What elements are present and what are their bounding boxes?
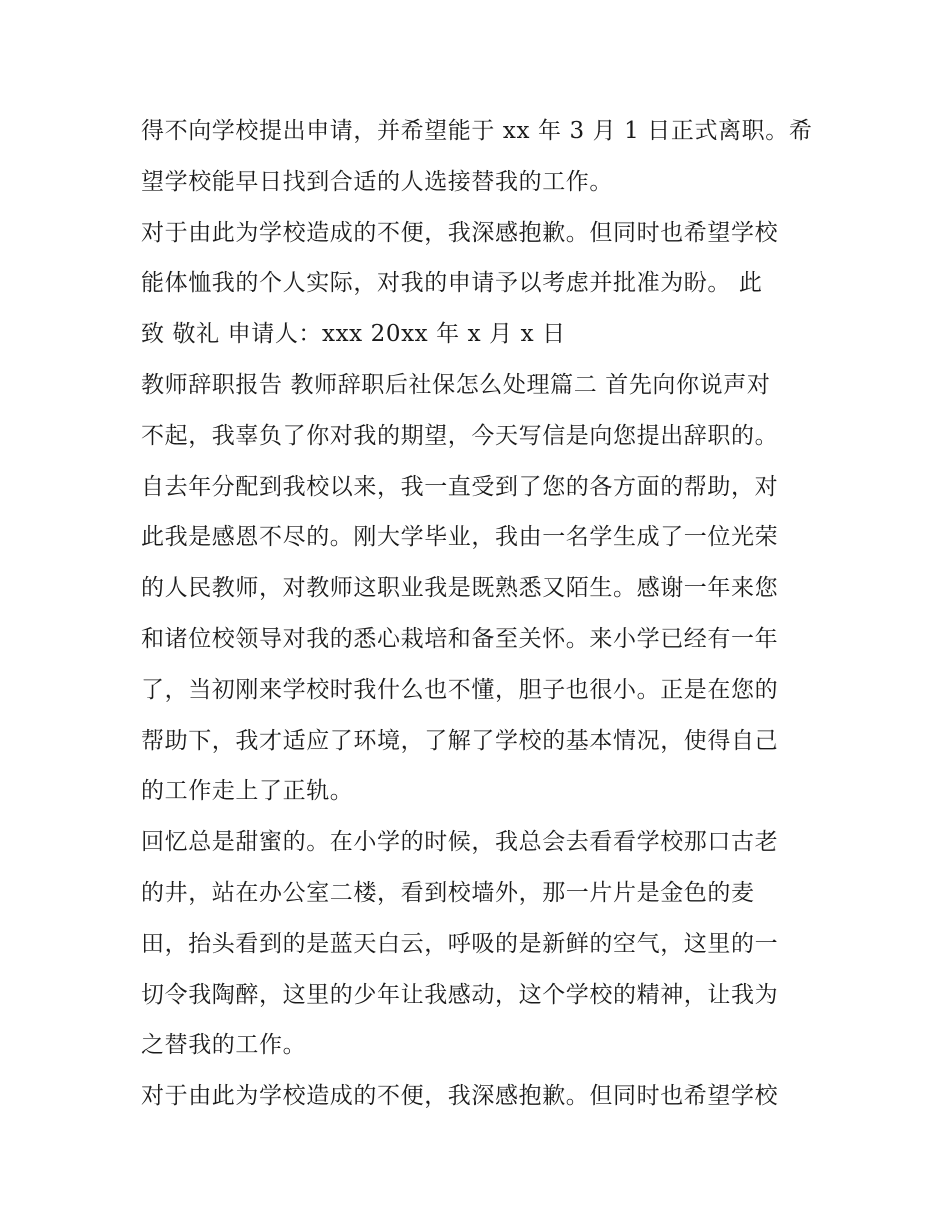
text-line: 切令我陶醉，这里的少年让我感动，这个学校的精神，让我为	[141, 981, 779, 1008]
text-line: 和诸位校领导对我的悉心栽培和备至关怀。来小学已经有一年	[141, 625, 779, 652]
text-line: 自去年分配到我校以来，我一直受到了您的各方面的帮助，对	[141, 473, 779, 500]
text-line: 得不向学校提出申请，并希望能于 xx 年 3 月 1 日正式离职。希	[141, 118, 813, 144]
text-line: 教师辞职报告 教师辞职后社保怎么处理篇二 首先向你说声对	[141, 371, 771, 398]
text-line: 的井，站在办公室二楼，看到校墙外，那一片片是金色的麦	[141, 879, 755, 906]
text-line: 的工作走上了正轨。	[141, 778, 354, 805]
text-line: 的人民教师，对教师这职业我是既熟悉又陌生。感谢一年来您	[141, 575, 779, 602]
text-line: 此我是感恩不尽的。刚大学毕业，我由一名学生成了一位光荣	[141, 524, 779, 551]
text-line: 不起，我辜负了你对我的期望，今天写信是向您提出辞职的。	[141, 422, 779, 449]
text-line: 了，当初刚来学校时我什么也不懂，胆子也很小。正是在您的	[141, 676, 779, 703]
text-line: 致 敬礼 申请人：xxx 20xx 年 x 月 x 日	[141, 321, 566, 348]
text-line: 田，抬头看到的是蓝天白云，呼吸的是新鲜的空气，这里的一	[141, 930, 779, 957]
text-line: 帮助下，我才适应了环境，了解了学校的基本情况，使得自己	[141, 727, 779, 754]
text-line: 回忆总是甜蜜的。在小学的时候，我总会去看看学校那口古老	[141, 829, 779, 856]
text-line: 对于由此为学校造成的不便，我深感抱歉。但同时也希望学校	[141, 1083, 779, 1110]
text-line: 对于由此为学校造成的不便，我深感抱歉。但同时也希望学校	[141, 219, 779, 246]
text-line: 望学校能早日找到合适的人选接替我的工作。	[141, 168, 613, 195]
document-body	[141, 106, 831, 1122]
text-line: 之替我的工作。	[141, 1032, 307, 1059]
text-line: 能体恤我的个人实际，对我的申请予以考虑并批准为盼。 此	[141, 270, 763, 297]
